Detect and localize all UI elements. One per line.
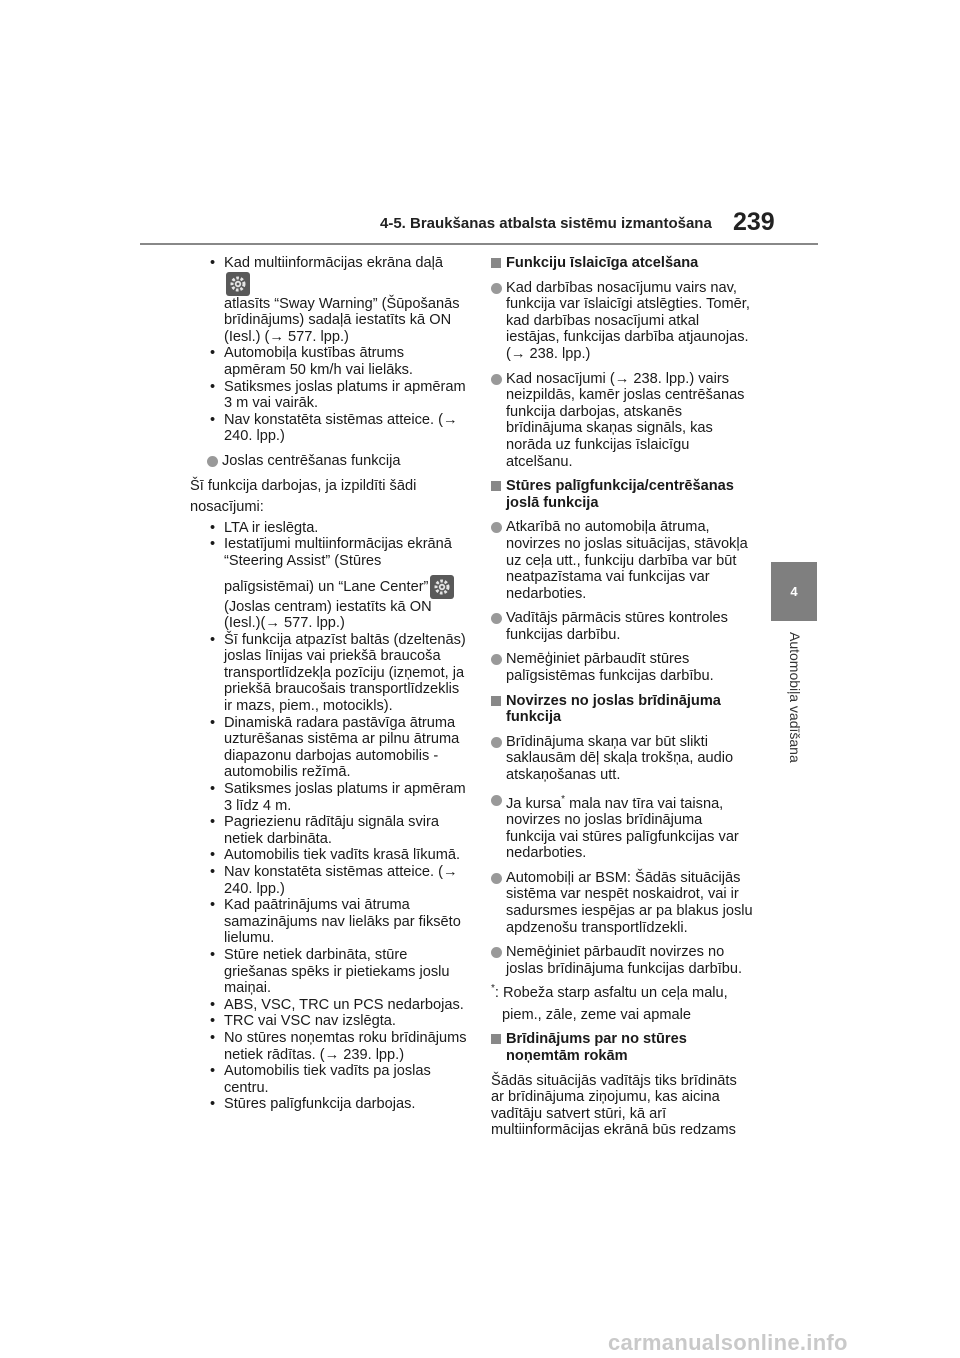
watermark-text: carmanualsonline.info (608, 1330, 848, 1355)
list-item: • Nav konstatēta sistēmas atteice. (→ 240. lpp.) (210, 411, 458, 445)
list-item: • Šī funkcija atpazīst baltās (dzeltenās) joslas līnijas vai priekšā braucoša transportlīdzekļa pozīciju (izņemot, ja priekšā braucošais transportlīdzeklis ir mazs, piem., motocikls). (210, 631, 466, 715)
list-item: Nemēģiniet pārbaudīt stūres palīgsistēmas funkcijas darbību. (491, 651, 753, 684)
bullet-circle-icon (491, 613, 502, 624)
gear-icon (430, 575, 454, 599)
subsection-title: Joslas centrēšanas funkcija (207, 453, 467, 470)
heading-square-icon (491, 696, 501, 706)
list-item: Atkarībā no automobiļa ātruma, novirzes no joslas situācijas, stāvokļa uz ceļa utt., funkciju darbība var būt neatpazīstama vai funkcijas var nedarboties. (491, 519, 753, 602)
list-item: • Satiksmes joslas platums ir apmēram 3 m vai vairāk. (210, 378, 466, 412)
section-title: 4-5. Braukšanas atbalsta sistēmu izmantošana (380, 215, 712, 232)
list-item: • Automobiļa kustības ātrums apmēram 50 km/h vai lielāks. (210, 345, 413, 378)
bullet-circle-icon (491, 374, 502, 385)
list-item: • Dinamiskā radara pastāvīga ātruma uzturēšanas sistēma ar pilnu ātruma diapazonu darbojas automobilis - automobilis režīmā. (210, 714, 460, 781)
list-item: • Nav konstatēta sistēmas atteice. (→ 240. lpp.) (210, 864, 458, 897)
left-column (190, 255, 467, 1113)
paragraph: nosacījumi: (190, 499, 264, 516)
list-item: Automobiļi ar BSM: Šādās situācijās sistēma var nespēt noskaidrot, vai ir sadursmes iespējas ar pa blakus joslu apdzenošu transportlīdzekli. (491, 870, 753, 936)
chapter-label: Automobiļa vadīšana (787, 632, 803, 763)
section-heading: Stūres palīgfunkcija/centrēšanas joslā funkcija (491, 478, 753, 511)
chapter-number: 4 (790, 584, 798, 599)
list-item: Nemēģiniet pārbaudīt novirzes no joslas brīdinājuma funkcijas darbību. (491, 944, 753, 977)
bullet-circle-icon (491, 654, 502, 665)
heading-square-icon (491, 481, 501, 491)
heading-square-icon (491, 1034, 501, 1044)
list-item: • Pagriezienu rādītāju signāla svira netiek darbināta. (210, 814, 439, 847)
footnote: *: Robeža starp asfaltu un ceļa malu, piem., zāle, zeme vai apmale (491, 983, 728, 1023)
page-number: 239 (733, 208, 775, 236)
heading-square-icon (491, 258, 501, 268)
section-heading: Brīdinājums par no stūres noņemtām rokām (491, 1031, 753, 1064)
bullet-circle-icon (491, 522, 502, 533)
list-item: Ja kursa* mala nav tīra vai taisna, novirzes no joslas brīdinājuma funkcija vai stūres palīgfunkcijas var nedarboties. (491, 792, 753, 862)
list-item: • Kad paātrinājums vai ātruma samazinājums nav lielāks par fiksēto lielumu. (210, 897, 461, 947)
list-item: • No stūres noņemtas roku brīdinājums netiek rādītas. (→ 239. lpp.) (210, 1029, 467, 1063)
right-column (491, 255, 753, 1139)
bullet-circle-icon (491, 947, 502, 958)
bullet-circle-icon (491, 283, 502, 294)
bullet-circle-icon (491, 737, 502, 748)
section-heading: Funkciju īslaicīga atcelšana (491, 255, 753, 272)
list-item: • Automobilis tiek vadīts pa joslas centru. (210, 1063, 431, 1096)
gear-icon (226, 272, 250, 296)
paragraph: Šī funkcija darbojas, ja izpildīti šādi (190, 477, 417, 494)
list-item: Brīdinājuma skaņa var būt slikti saklausām dēļ skaļa trokšņa, audio atskaņošanas utt. (491, 734, 753, 784)
list-item: Vadītājs pārmācis stūres kontroles funkcijas darbību. (491, 610, 753, 643)
chapter-tab[interactable] (771, 562, 817, 621)
list-item: Kad darbības nosacījumu vairs nav, funkcija var īslaicīgi atslēgties. Tomēr, kad darbības nosacījumi atkal iestājas, funkcijas darbība atjaunojas. (→ 238. lpp.) (491, 280, 753, 363)
list-item: • Kad multiinformācijas ekrāna daļā atlasīts “Sway Warning” (Šūpošanās brīdinājums) sadaļā iestatīts kā ON (Iesl.) (→ 577. lpp.) (210, 255, 460, 345)
list-item: Kad nosacījumi (→ 238. lpp.) vairs neizpildās, kamēr joslas centrēšanas funkcija darbojas, atskanēs brīdinājuma skaņas signāls, kas norāda uz funkcijas īslaicīgu atcelšanu. (491, 371, 753, 471)
list-item: • Satiksmes joslas platums ir apmēram 3 līdz 4 m. (210, 781, 466, 814)
header-divider (140, 243, 818, 245)
list-item: • Iestatījumi multiinformācijas ekrānā “Steering Assist” (Stūres palīgsistēmai) un “Lane Center” (Joslas centram) iestatīts kā ON (Iesl.)(→ 577. lpp.) (207, 536, 467, 631)
list-item: • Stūres palīgfunkcija darbojas. (210, 1096, 416, 1113)
bullet-circle-icon (491, 795, 502, 806)
bullet-circle-icon (491, 873, 502, 884)
list-item: • Stūre netiek darbināta, stūre griešanas spēks ir pietiekams joslu maiņai. (210, 946, 450, 997)
list-item: • TRC vai VSC nav izslēgta. (210, 1013, 396, 1030)
paragraph: Šādās situācijās vadītājs tiks brīdināts ar brīdinājuma ziņojumu, kas aicina vadītāju satvert stūri, kā arī multiinformācijas ekrānā būs redzams (491, 1072, 737, 1139)
list-item: • ABS, VSC, TRC un PCS nedarbojas. (210, 996, 464, 1013)
list-item: • LTA ir ieslēgta. (210, 519, 319, 536)
bullet-circle-icon (207, 456, 218, 467)
list-item: • Automobilis tiek vadīts krasā līkumā. (210, 847, 461, 864)
section-heading: Novirzes no joslas brīdinājuma funkcija (491, 693, 753, 726)
